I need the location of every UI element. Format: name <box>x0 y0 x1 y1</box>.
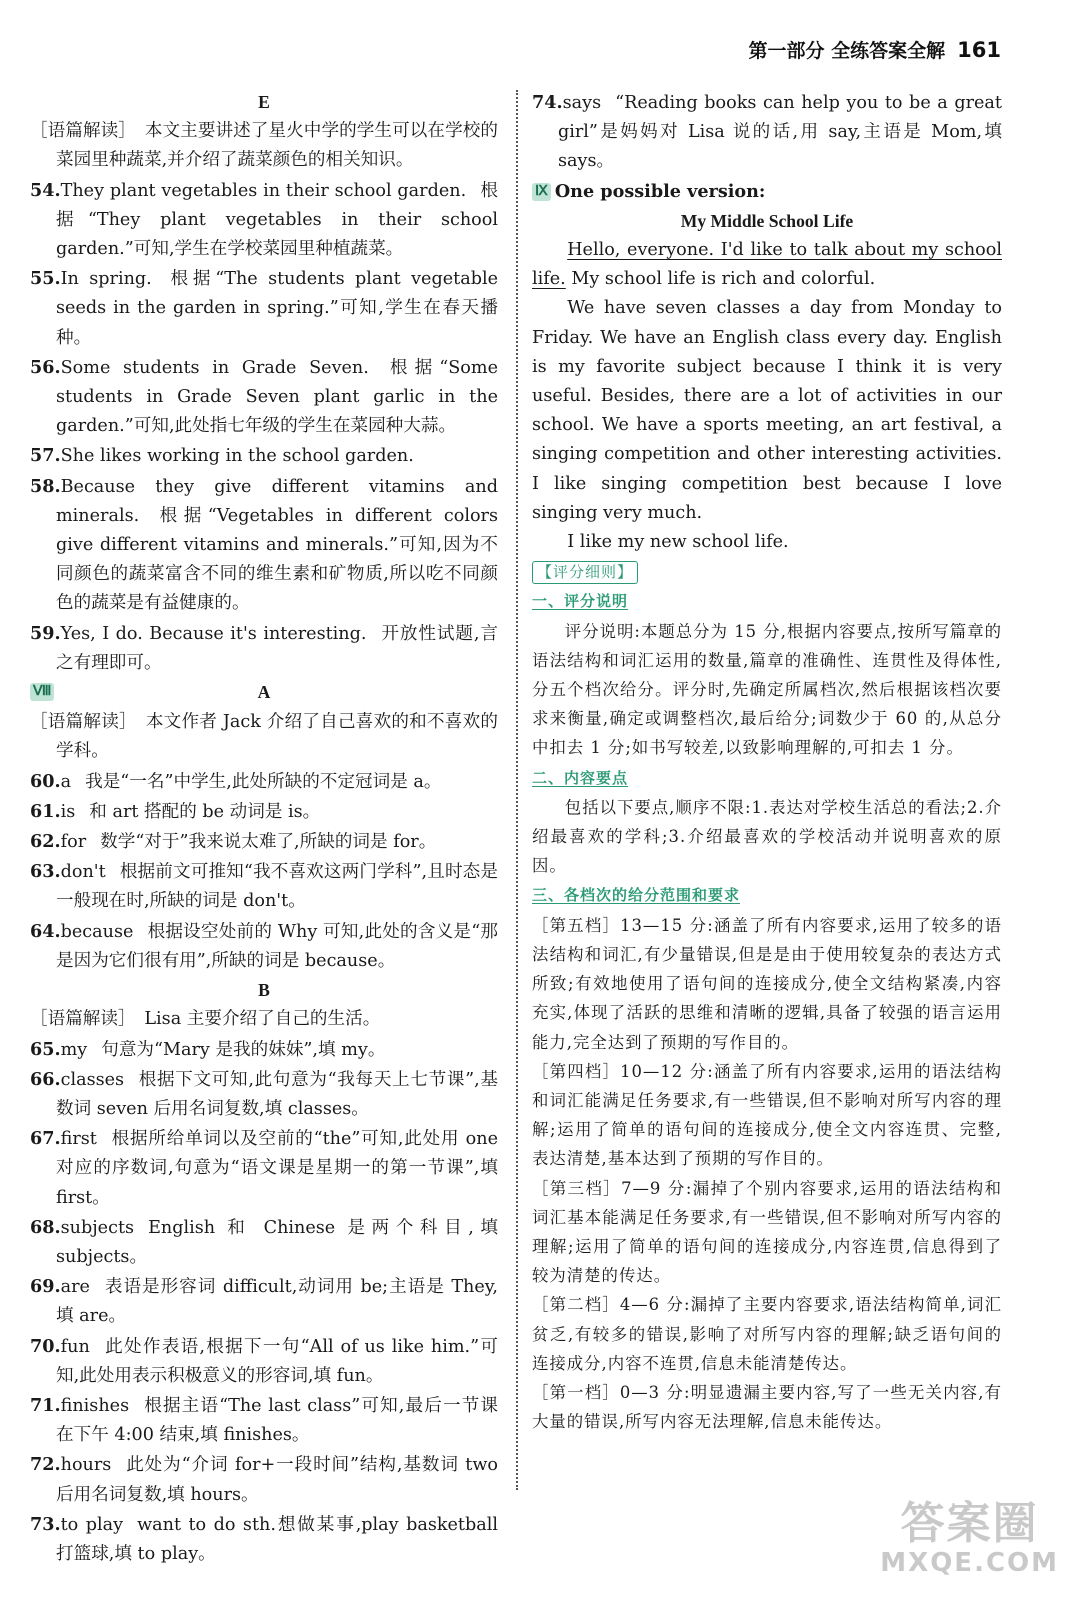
list-item <box>30 827 498 857</box>
item-explanation: 根据所给单词以及空前的“the”可知,此处用 one 对应的序数词,句意为“语文课是星期一的第一节课”,填 first。 <box>56 1129 498 1208</box>
item-explanation: 根据下文可知,此句意为“我每天上七节课”,基数词 seven 后用名词复数,填 classes。 <box>56 1069 498 1119</box>
item-number: 54. <box>30 179 61 201</box>
item-explanation: 根据设空处前的 Why 可知,此处的含义是“那是因为它们很有用”,所缺的词是 because。 <box>56 921 498 971</box>
item-number: 74. <box>532 92 563 113</box>
list-item <box>30 1450 498 1509</box>
level-4: ［第二档］4—6 分:漏掉了主要内容要求,语法结构简单,词汇贫乏,有较多的错误,影响了对所写内容的理解;缺乏语句间的连接成分,内容不连贯,信息未能清楚传达。 <box>532 1295 1002 1373</box>
item-number: 73. <box>30 1513 61 1535</box>
watermark-logo <box>880 1500 1059 1578</box>
list-item <box>30 441 498 471</box>
item-number: 58. <box>30 475 61 497</box>
item-answer: don't <box>60 862 106 883</box>
section-ix-badge: Ⅸ <box>532 183 551 201</box>
item-explanation: 句意为“Mary 是我的妹妹”,填 my。 <box>101 1039 386 1060</box>
answer-list-a <box>30 767 498 976</box>
rubric-paragraph-2: 包括以下要点,顺序不限:1.表达对学校生活总的看法;2.介绍最喜欢的学科;3.介绍最喜欢的学校活动并说明喜欢的原因。 <box>532 797 1002 876</box>
rubric-heading-1: 一、评分说明 <box>532 592 629 611</box>
item-explanation: 根据“The students plant vegetable seeds in the garden in spring.”可知,学生在春天播种。 <box>56 269 498 348</box>
page-number: 161 <box>957 38 1001 62</box>
item-number: 64. <box>30 920 61 942</box>
section-b-heading: B <box>258 980 270 1001</box>
item-answer: for <box>60 832 87 853</box>
section-e-heading: E <box>258 92 270 112</box>
item-explanation: “Reading books can help you to be a great girl”是妈妈对 Lisa 说的话,用 say,主语是 Mom,填 says。 <box>558 93 1002 172</box>
essay-paragraph-1 <box>532 236 1002 294</box>
item-number: 72. <box>30 1454 61 1476</box>
item-number: 59. <box>30 622 61 644</box>
section-viii-badge: Ⅷ <box>30 683 54 701</box>
item-number: 60. <box>30 770 61 792</box>
list-item <box>30 767 498 797</box>
item-number: 67. <box>30 1128 61 1150</box>
answer-list-b <box>30 1035 498 1570</box>
reading-note-a: ［语篇解读］ 本文作者 Jack 介绍了自己喜欢的和不喜欢的学科。 <box>30 712 498 762</box>
item-explanation: 表语是形容词 difficult,动词用 be;主语是 They,填 are。 <box>56 1277 498 1327</box>
item-explanation: 根据“They plant vegetables in their school garden.”可知,学生在学校菜园里种植蔬菜。 <box>56 180 498 260</box>
item-answer: subjects <box>60 1217 135 1238</box>
item-explanation: want to do sth.想做某事,play basketball 打篮球,填 to play。 <box>56 1514 498 1564</box>
list-item <box>30 917 498 976</box>
list-item <box>30 797 498 827</box>
rubric-heading-3: 三、各档次的给分范围和要求 <box>532 886 741 905</box>
section-a-heading: A <box>257 682 271 703</box>
watermark-url: MXQE.COM <box>880 1548 1059 1578</box>
list-item <box>30 1124 498 1213</box>
rubric-section <box>532 557 1002 1436</box>
list-item <box>30 472 498 619</box>
essay-paragraph-2: We have seven classes a day from Monday to Friday. We have an English class every day. English is my favorite subject because I think it is very useful. Besides, there are a lot of activities in our school. We have a sports meeting, an art festival, a singing competition and other interesting activities. I like singing competition best because I love singing very much. <box>532 298 1002 523</box>
item-answer: In spring. <box>60 269 152 290</box>
list-item <box>532 88 1002 177</box>
item-answer: They plant vegetables in their school garden. <box>60 180 467 201</box>
item-number: 56. <box>30 356 61 378</box>
list-item <box>30 857 498 916</box>
item-explanation: 根据前文可推知“我不喜欢这两门学科”,且时态是一般现在时,所缺的词是 don't。 <box>56 862 498 912</box>
item-answer: says <box>562 93 602 113</box>
item-answer: is <box>60 801 76 822</box>
item-answer: Yes, I do. Because it's interesting. <box>60 623 367 644</box>
list-item <box>30 1213 498 1272</box>
item-answer: fun <box>60 1336 90 1357</box>
item-answer: my <box>60 1039 88 1060</box>
item-explanation: 此处作表语,根据下一句“All of us like him.”可知,此处用表示积极意义的形容词,填 fun。 <box>56 1336 498 1386</box>
section-ix-heading <box>532 177 1002 207</box>
list-item <box>30 1332 498 1391</box>
section-viii-heading <box>30 678 498 708</box>
item-answer: a <box>60 771 72 792</box>
item-explanation: 此处为“介词 for+一段时间”结构,基数词 two 后用名词复数,填 hours。 <box>56 1455 498 1505</box>
item-explanation: 我是“一名”中学生,此处所缺的不定冠词是 a。 <box>85 771 442 792</box>
item-answer: finishes <box>60 1395 130 1416</box>
column-divider <box>516 90 518 1490</box>
item-number: 62. <box>30 831 61 853</box>
item-explanation: 根据“Some students in Grade Seven plant garlic in the garden.”可知,此处指七年级的学生在菜园种大蒜。 <box>56 357 498 437</box>
left-column <box>30 88 498 1569</box>
item-answer: to play <box>60 1514 124 1535</box>
list-item <box>30 1065 498 1124</box>
list-item <box>30 1272 498 1331</box>
level-3: ［第三档］7—9 分:漏掉了个别内容要求,运用的语法结构和词汇基本能满足任务要求,有一些错误,但不影响对所写内容的理解;运用了简单的语句间的连接成分,内容连贯,信息得到了较为清楚的传达。 <box>532 1178 1002 1286</box>
essay-first-line: Hello, everyone. I'd like to talk about my school life. <box>532 240 1002 290</box>
essay-first-rest: My school life is rich and colorful. <box>571 269 876 290</box>
item-answer: are <box>60 1277 90 1298</box>
header-section: 第一部分 全练答案全解 <box>748 40 946 62</box>
rubric-heading-2: 二、内容要点 <box>532 768 629 787</box>
item-explanation: 根据“Vegetables in different colors give different vitamins and minerals.”可知,因为不同颜色的蔬菜富含不同的维生素和矿物质,所以吃不同颜色的蔬菜是有益健康的。 <box>56 505 498 614</box>
item-explanation: 数学“对于”我来说太难了,所缺的词是 for。 <box>100 832 437 853</box>
level-5: ［第一档］0—3 分:明显遗漏主要内容,写了一些无关内容,有大量的错误,所写内容无法理解,信息未能传达。 <box>532 1382 1002 1432</box>
item-explanation: 开放性试题,言之有理即可。 <box>56 623 498 673</box>
item-number: 57. <box>30 445 61 467</box>
item-number: 65. <box>30 1038 61 1060</box>
rubric-paragraph-1: 评分说明:本题总分为 15 分,根据内容要点,按所写篇章的语法结构和词汇运用的数量,篇章的准确性、连贯性及得体性,分五个档次给分。评分时,先确定所属档次,然后根据该档次要求来衡量,确定或调整档次,最后给分;词数少于 60 的,从总分中扣去 1 分;如书写较差,以致影响理解的,可扣去 1 分。 <box>532 621 1002 758</box>
answer-list-e <box>30 176 498 678</box>
list-item <box>30 1510 498 1569</box>
item-number: 71. <box>30 1394 61 1416</box>
essay-title: My Middle School Life <box>680 210 854 231</box>
item-explanation: 根据主语“The last class”可知,最后一节课在下午 4:00 结束,填 finishes。 <box>56 1395 498 1446</box>
item-number: 68. <box>30 1216 61 1238</box>
version-label: One possible version: <box>554 180 766 202</box>
item-answer: Some students in Grade Seven. <box>60 357 369 378</box>
right-column <box>532 88 1002 1436</box>
list-item <box>30 176 498 265</box>
list-item <box>30 1391 498 1450</box>
item-explanation: English 和 Chinese 是两个科目,填 subjects。 <box>56 1217 498 1267</box>
item-explanation: 和 art 搭配的 be 动词是 is。 <box>89 801 321 822</box>
page-header <box>749 36 1001 63</box>
item-number: 70. <box>30 1335 61 1357</box>
essay-paragraph-3: I like my new school life. <box>567 532 789 553</box>
reading-note-b: ［语篇解读］ Lisa 主要介绍了自己的生活。 <box>30 1009 381 1030</box>
level-2: ［第四档］10—12 分:涵盖了所有内容要求,运用的语法结构和词汇能满足任务要求,有一些错误,但不影响对所写内容的理解;运用了简单的语句间的连接成分,使全文内容连贯、完整,表达清楚,基本达到了预期的写作目的。 <box>532 1061 1002 1169</box>
item-answer: first <box>60 1129 97 1150</box>
reading-note-e: ［语篇解读］ 本文主要讲述了星火中学的学生可以在学校的菜园里种蔬菜,并介绍了蔬菜颜色的相关知识。 <box>30 121 498 171</box>
list-item <box>30 1035 498 1065</box>
list-item <box>30 619 498 678</box>
item-answer: Because they give different vitamins and minerals. <box>56 476 498 526</box>
item-answer: because <box>60 921 134 942</box>
item-answer: hours <box>60 1455 112 1476</box>
item-number: 66. <box>30 1068 61 1090</box>
item-number: 61. <box>30 800 61 822</box>
item-number: 63. <box>30 861 61 883</box>
item-answer: She likes working in the school garden. <box>60 446 414 467</box>
list-item <box>30 264 498 353</box>
watermark-text: 答案圈 <box>900 1498 1039 1549</box>
list-item <box>30 353 498 442</box>
item-number: 55. <box>30 268 61 290</box>
rubric-tag: 【评分细则】 <box>532 561 638 584</box>
item-number: 69. <box>30 1276 61 1298</box>
item-answer: classes <box>60 1069 125 1090</box>
level-1: ［第五档］13—15 分:涵盖了所有内容要求,运用了较多的语法结构和词汇,有少量错误,但是是由于使用较复杂的表达方式所致;有效地使用了语句间的连接成分,使全文结构紧凑,内容充实,体现了活跃的思维和清晰的逻辑,具备了较强的语言运用能力,完全达到了预期的写作目的。 <box>532 915 1002 1052</box>
